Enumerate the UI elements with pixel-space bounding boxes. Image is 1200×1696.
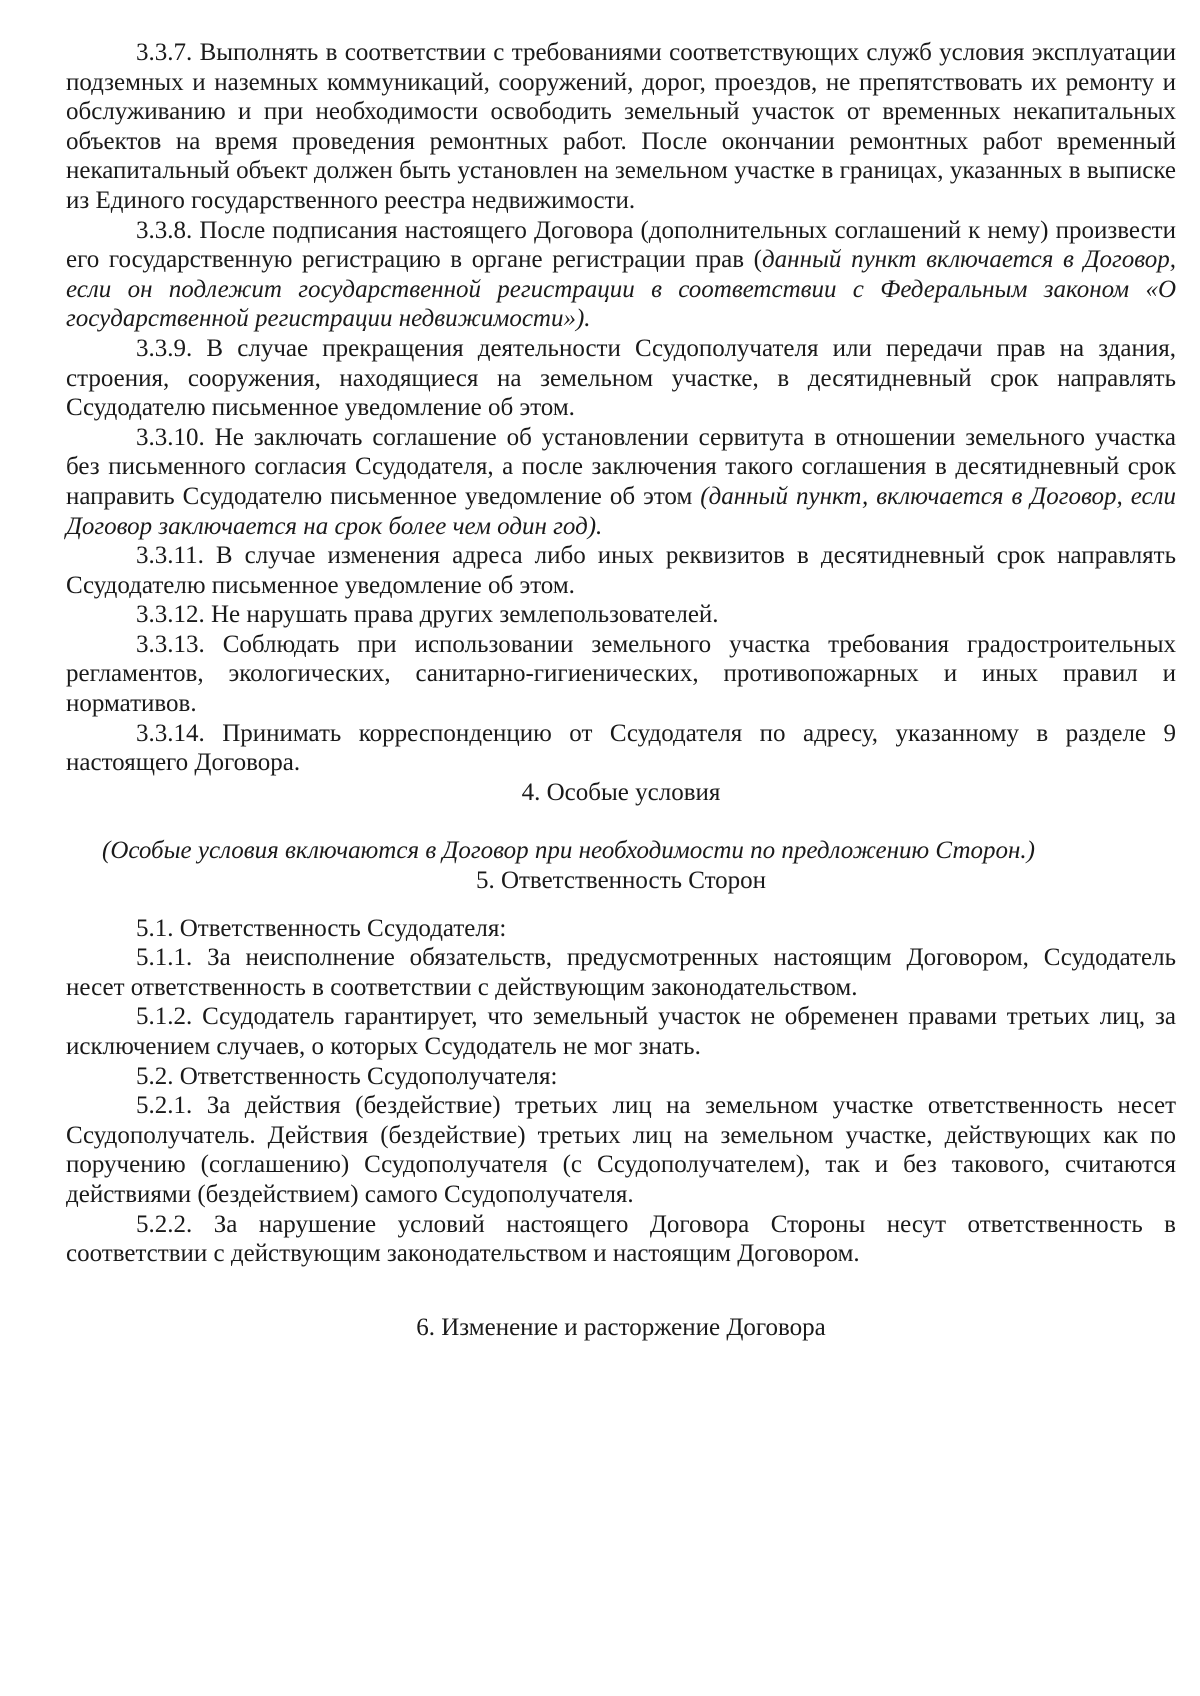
clause-3-3-9: 3.3.9. В случае прекращения деятельности Ссудополучателя или передачи прав на здания, строения, сооружения, находящиеся на земельном участке, в десятидневный срок направлять Ссудодателю письменное уведомление об этом. [66, 334, 1176, 422]
section-5-heading: 5. Ответственность Сторон [475, 867, 767, 895]
clause-5-2: 5.2. Ответственность Ссудополучателя: [136, 1062, 558, 1090]
clause-3-3-8-note: данный пункт включается в Договор, если он подлежит государственной регистрации в соответствии с Федеральным законом «О государственной регистрации недвижимости»). [66, 246, 1176, 333]
clause-3-3-11: 3.3.11. В случае изменения адреса либо иных реквизитов в десятидневный срок направлять Ссудодателю письменное уведомление об этом. [66, 542, 1176, 599]
clause-3-3-8 [66, 216, 1176, 334]
spacer [66, 896, 1176, 914]
clause-3-3-10-text: 3.3.10. Не заключать соглашение об установлении сервитута в отношении земельного участка без письменного согласия Ссудодателя, а после заключения такого соглашения в десятидневный срок направить Ссудодателю письменное уведомление об этом [66, 423, 1176, 510]
section-4-heading: 4. Особые условия [521, 778, 721, 806]
clause-5-1-1: 5.1.1. За неисполнение обязательств, предусмотренных настоящим Договором, Ссудодатель несет ответственность в соответствии с действующим законодательством. [66, 944, 1176, 1001]
spacer [66, 807, 1176, 836]
document-page [66, 38, 1176, 1342]
clause-5-1-2: 5.1.2. Ссудодатель гарантирует, что земельный участок не обременен правами третьих лиц, за исключением случаев, о которых Ссудодатель не мог знать. [66, 1003, 1176, 1060]
section-6-heading: 6. Изменение и расторжение Договора [416, 1313, 826, 1341]
clause-3-3-13: 3.3.13. Соблюдать при использовании земельного участка требования градостроительных регламентов, экологических, санитарно-гигиенических, противопожарных и иных правил и нормативов. [66, 630, 1176, 718]
clause-3-3-10 [66, 423, 1176, 541]
clause-3-3-14: 3.3.14. Принимать корреспонденцию от Ссудодателя по адресу, указанному в разделе 9 настоящего Договора. [66, 719, 1176, 777]
clause-3-3-10-note: (данный пункт, включается в Договор, если Договор заключается на срок более чем один год). [66, 482, 1176, 540]
spacer [66, 1269, 1176, 1313]
clause-3-3-7: 3.3.7. Выполнять в соответствии с требованиями соответствующих служб условия эксплуатации подземных и наземных коммуникаций, сооружений, дорог, проездов, не препятствовать их ремонту и обслуживанию и при необходимости освободить земельный участок от временных некапитальных объектов на время проведения ремонтных работ. После окончании ремонтных работ временный некапитальный объект должен быть установлен на земельном участке в границах, указанных в выписке из Единого государственного реестра недвижимости. [66, 39, 1176, 214]
clause-5-2-1: 5.2.1. За действия (бездействие) третьих лиц на земельном участке ответственность несет Ссудополучатель. Действия (бездействие) третьих лиц на земельном участке, действующих как по поручению (соглашению) Ссудополучателя (с Ссудополучателем), так и без такового, считаются действиями (бездействием) самого Ссудополучателя. [66, 1092, 1176, 1208]
clause-3-3-12: 3.3.12. Не нарушать права других землепользователей. [136, 601, 719, 629]
section-4-note: (Особые условия включаются в Договор при необходимости по предложению Сторон.) [102, 837, 1035, 865]
clause-3-3-8-text: 3.3.8. После подписания настоящего Договора (дополнительных соглашений к нему) произвести его государственную регистрацию в органе регистрации прав ( [66, 216, 1176, 274]
clause-5-2-2: 5.2.2. За нарушение условий настоящего Договора Стороны несут ответственность в соответствии с действующим законодательством и настоящим Договором. [66, 1210, 1176, 1268]
clause-5-1: 5.1. Ответственность Ссудодателя: [136, 914, 507, 942]
